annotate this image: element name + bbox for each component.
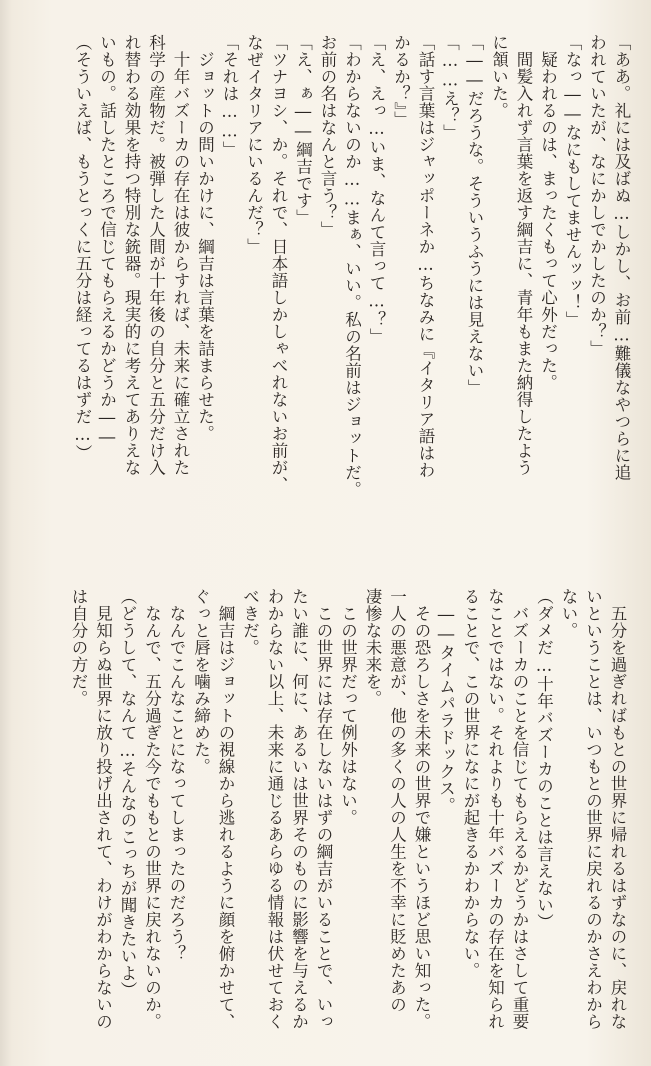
text-line: 疑われるのは、まったくもって心外だった。 [538, 34, 558, 391]
text-line: ジョットの問いかけに、綱吉は言葉を詰まらせた。 [195, 34, 215, 442]
text-line: なんでこんなことになってしまったのだろう？ [167, 588, 186, 962]
text-line: 間髪入れず言葉を返す綱吉に、青年もまた納得したよう [514, 34, 533, 476]
upper-text-block [23, 34, 633, 514]
text-line: いもの。話したところで信じてもらえるかどうか―― [97, 34, 117, 447]
text-line: 「――だろうな。そういうふうには見えない」 [465, 34, 484, 396]
text-line: （ダメだ…十年バズーカのことは言えない） [534, 588, 554, 931]
text-line: その恐ろしさを未来の世界で嫌というほど思い知った。 [412, 588, 431, 1030]
text-line: いということは、いつもとの世界に戻れるのかさえわから [583, 588, 603, 1030]
text-line: 見知らぬ世界に放り投げ出されて、わけがわからないの [93, 588, 113, 1030]
text-line: 一人の悪意が、他の多くの人の人生を不幸に貶めたあの [387, 588, 407, 1013]
text-line: なんで、五分過ぎた今でももとの世界に戻れないのか。 [142, 588, 162, 1030]
text-line: れ替わる効果を持つ特別な銃器。現実的に考えてありえな [122, 34, 141, 476]
text-line: わからない以上、未来に通じるあらゆる情報は伏せておく [265, 588, 284, 1030]
text-line: は自分の方だ。 [69, 588, 88, 707]
text-line: 十年バズーカの存在は彼からすれば、未来に確立された [171, 34, 190, 476]
text-line: 科学の産物だ。被弾した人間が十年後の自分と五分だけ入 [146, 34, 166, 476]
text-line: 「わからないのか……まぁ、いい。私の名前はジョットだ。 [342, 34, 362, 498]
text-line: 「……え？」 [440, 34, 460, 141]
text-line: 五分を過ぎればもとの世界に帰れるはずなのに、戻れな [608, 588, 627, 1030]
text-line: この世界だって例外はない。 [338, 588, 358, 826]
text-line: ない。 [559, 588, 578, 639]
text-line: 「え、ぁ――綱吉です」 [293, 34, 313, 226]
text-line: たい誰に、何に、あるいは世界そのものに影響を与えるか [289, 588, 309, 1030]
text-line: （どうして、なんて…そんなのこっちが聞きたいよ） [118, 588, 137, 999]
text-line: 「話す言葉はジャッポーネか…ちなみに『イタリア語はわ [416, 34, 435, 479]
text-line: 「ツナヨシ、か。それで、日本語しかしゃべれないお前が、 [269, 34, 288, 493]
text-line: なぜイタリアにいるんだ？」 [244, 34, 264, 255]
text-line: われていたが、なにかしでかしたのか？」 [587, 34, 607, 357]
text-line: バズーカのことを信じてもらえるかどうかはさして重要 [510, 588, 529, 1030]
text-line: （そういえば、もうとっくに五分は経ってるはずだ…） [73, 34, 92, 462]
text-line: 「え、えっ…いま、なんて言って…？」 [367, 34, 386, 345]
text-line: 凄惨な未来を。 [363, 588, 382, 707]
text-line: 「それは……」 [220, 34, 239, 158]
text-line: お前の名はなんと言う？」 [318, 34, 337, 238]
text-line: ぐっと唇を噛み締めた。 [191, 588, 211, 775]
text-line: なことではない。それよりも十年バズーカの存在を知られ [485, 588, 505, 1030]
lower-text-block [29, 588, 629, 1058]
text-line: 綱吉はジョットの視線から逃れるように顔を俯かせて、 [216, 588, 235, 1030]
text-line: ――タイムパラドックス。 [436, 588, 456, 814]
text-line: 「なっ――なにもしてませんッッ！」 [563, 34, 582, 328]
text-line: に頷いた。 [489, 34, 509, 119]
text-line: かるか？』」 [391, 34, 411, 128]
text-line: べきだ。 [240, 588, 260, 656]
text-line: この世界には存在しないはずの綱吉がいることで、いっ [314, 588, 333, 1030]
page-gutter-shadow [0, 0, 12, 1066]
text-line: ることで、この世界になにが起きるかわからない。 [461, 588, 480, 979]
text-line: 「ああ。礼には及ばぬ…しかし、お前…難儀なやつらに追 [612, 34, 631, 481]
